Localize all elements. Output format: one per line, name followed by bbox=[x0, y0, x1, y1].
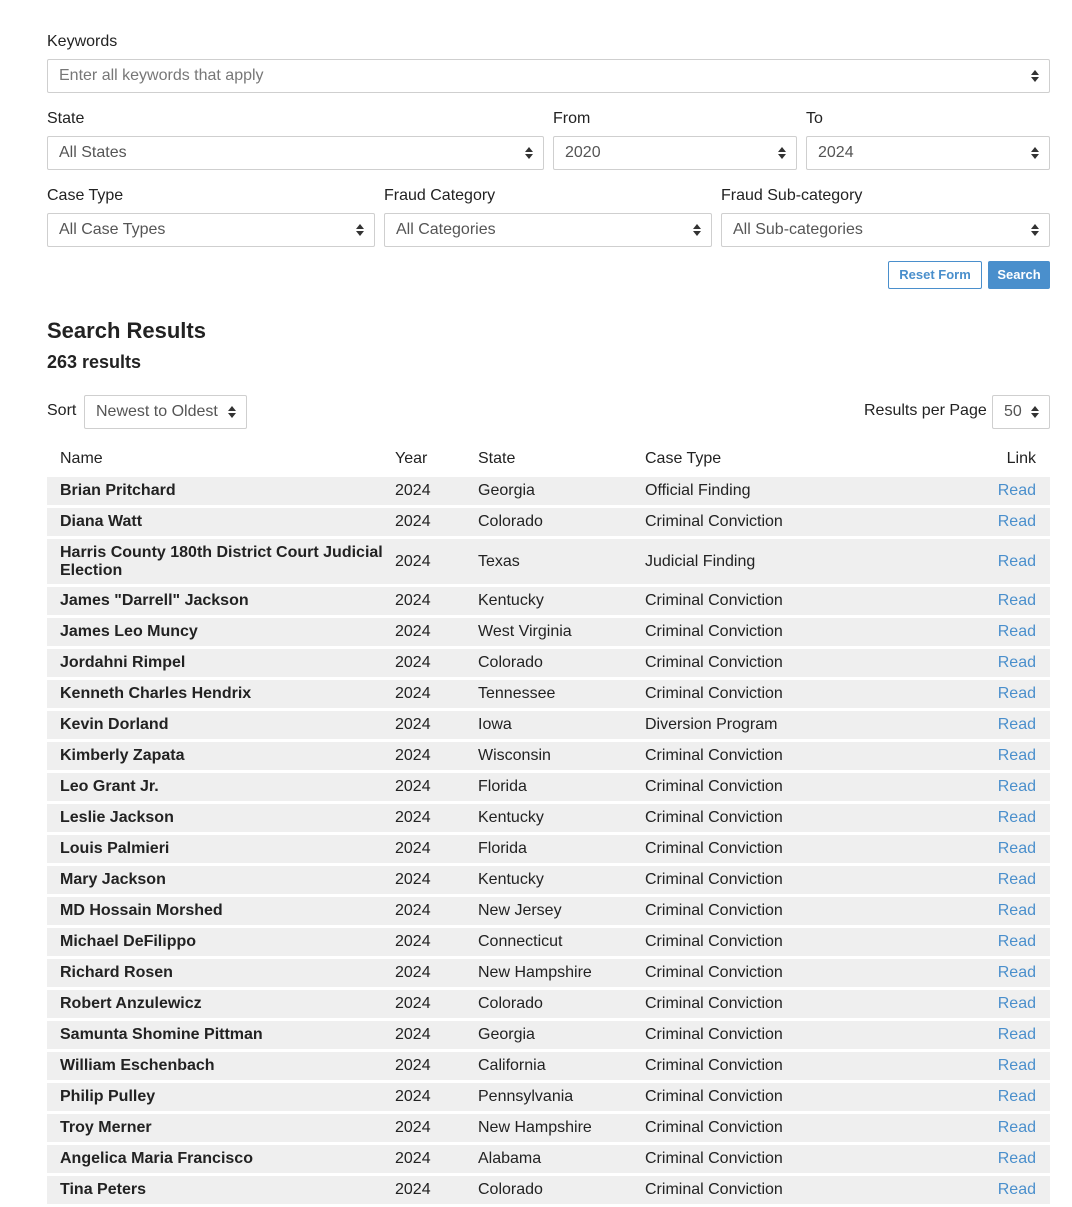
table-row bbox=[47, 897, 1050, 925]
row-name: Richard Rosen bbox=[47, 959, 395, 987]
row-case-type: Criminal Conviction bbox=[645, 835, 945, 863]
row-name: Leo Grant Jr. bbox=[47, 773, 395, 801]
results-count: 263 results bbox=[47, 352, 142, 372]
row-case-type: Criminal Conviction bbox=[645, 866, 945, 894]
per-page-label: Results per Page bbox=[864, 402, 987, 419]
read-link[interactable]: Read bbox=[945, 539, 1050, 584]
row-year: 2024 bbox=[395, 835, 478, 863]
row-case-type: Criminal Conviction bbox=[645, 587, 945, 615]
search-button[interactable]: Search bbox=[988, 261, 1050, 289]
row-name: Mary Jackson bbox=[47, 866, 395, 894]
row-name: Tina Peters bbox=[47, 1176, 395, 1204]
per-page-select-value: 50 bbox=[1004, 403, 1022, 420]
state-select[interactable] bbox=[47, 136, 544, 170]
results-heading: Search Results bbox=[47, 318, 206, 343]
row-state: Kentucky bbox=[478, 587, 645, 615]
column-header-link: Link bbox=[1006, 450, 1036, 467]
row-year: 2024 bbox=[395, 711, 478, 739]
row-state: Kentucky bbox=[478, 804, 645, 832]
table-row bbox=[47, 773, 1050, 801]
row-year: 2024 bbox=[395, 866, 478, 894]
read-link[interactable]: Read bbox=[945, 773, 1050, 801]
case-type-select-value: All Case Types bbox=[59, 221, 166, 238]
read-link[interactable]: Read bbox=[945, 959, 1050, 987]
read-link[interactable]: Read bbox=[945, 1114, 1050, 1142]
read-link[interactable]: Read bbox=[945, 1145, 1050, 1173]
sort-select-value: Newest to Oldest bbox=[96, 403, 218, 420]
read-link[interactable]: Read bbox=[945, 711, 1050, 739]
row-state: Tennessee bbox=[478, 680, 645, 708]
row-case-type: Official Finding bbox=[645, 477, 945, 505]
row-year: 2024 bbox=[395, 773, 478, 801]
row-year: 2024 bbox=[395, 618, 478, 646]
row-name: Troy Merner bbox=[47, 1114, 395, 1142]
row-state: Kentucky bbox=[478, 866, 645, 894]
read-link[interactable]: Read bbox=[945, 990, 1050, 1018]
row-name: Kenneth Charles Hendrix bbox=[47, 680, 395, 708]
row-case-type: Criminal Conviction bbox=[645, 1176, 945, 1204]
row-state: Georgia bbox=[478, 1021, 645, 1049]
row-state: Georgia bbox=[478, 477, 645, 505]
fraud-category-select[interactable] bbox=[384, 213, 712, 247]
read-link[interactable]: Read bbox=[945, 1021, 1050, 1049]
table-row bbox=[47, 649, 1050, 677]
row-case-type: Criminal Conviction bbox=[645, 508, 945, 536]
row-year: 2024 bbox=[395, 1083, 478, 1111]
fraud-subcategory-select-value: All Sub-categories bbox=[733, 221, 863, 238]
row-state: Alabama bbox=[478, 1145, 645, 1173]
row-name: Angelica Maria Francisco bbox=[47, 1145, 395, 1173]
row-year: 2024 bbox=[395, 1021, 478, 1049]
keywords-label: Keywords bbox=[47, 33, 118, 50]
read-link[interactable]: Read bbox=[945, 587, 1050, 615]
case-type-label: Case Type bbox=[47, 187, 124, 204]
row-state: Texas bbox=[478, 539, 645, 584]
row-case-type: Criminal Conviction bbox=[645, 742, 945, 770]
row-year: 2024 bbox=[395, 649, 478, 677]
row-case-type: Judicial Finding bbox=[645, 539, 945, 584]
row-case-type: Criminal Conviction bbox=[645, 804, 945, 832]
sort-arrows-icon bbox=[1031, 214, 1039, 246]
row-case-type: Criminal Conviction bbox=[645, 680, 945, 708]
row-year: 2024 bbox=[395, 742, 478, 770]
table-row bbox=[47, 990, 1050, 1018]
row-name: MD Hossain Morshed bbox=[47, 897, 395, 925]
sort-arrows-icon bbox=[1031, 60, 1039, 92]
row-case-type: Criminal Conviction bbox=[645, 897, 945, 925]
table-row bbox=[47, 866, 1050, 894]
table-header-row bbox=[47, 444, 1050, 474]
row-case-type: Criminal Conviction bbox=[645, 990, 945, 1018]
row-state: California bbox=[478, 1052, 645, 1080]
keywords-placeholder: Enter all keywords that apply bbox=[59, 67, 264, 84]
row-year: 2024 bbox=[395, 477, 478, 505]
to-select-value: 2024 bbox=[818, 144, 854, 161]
row-year: 2024 bbox=[395, 587, 478, 615]
read-link[interactable]: Read bbox=[945, 508, 1050, 536]
from-label: From bbox=[553, 110, 591, 127]
state-select-value: All States bbox=[59, 144, 127, 161]
row-case-type: Criminal Conviction bbox=[645, 959, 945, 987]
table-row bbox=[47, 508, 1050, 536]
row-case-type: Criminal Conviction bbox=[645, 618, 945, 646]
row-case-type: Criminal Conviction bbox=[645, 1021, 945, 1049]
read-link[interactable]: Read bbox=[945, 477, 1050, 505]
table-row bbox=[47, 1145, 1050, 1173]
read-link[interactable]: Read bbox=[945, 649, 1050, 677]
sort-arrows-icon bbox=[1031, 137, 1039, 169]
row-case-type: Criminal Conviction bbox=[645, 1114, 945, 1142]
sort-arrows-icon bbox=[778, 137, 786, 169]
sort-arrows-icon bbox=[525, 137, 533, 169]
row-state: Colorado bbox=[478, 649, 645, 677]
row-name: Samunta Shomine Pittman bbox=[47, 1021, 395, 1049]
row-year: 2024 bbox=[395, 508, 478, 536]
table-row bbox=[47, 928, 1050, 956]
row-name: William Eschenbach bbox=[47, 1052, 395, 1080]
row-name: James "Darrell" Jackson bbox=[47, 587, 395, 615]
table-row bbox=[47, 959, 1050, 987]
table-row bbox=[47, 1021, 1050, 1049]
sort-arrows-icon bbox=[693, 214, 701, 246]
row-state: New Hampshire bbox=[478, 1114, 645, 1142]
read-link[interactable]: Read bbox=[945, 680, 1050, 708]
results-table bbox=[47, 441, 1050, 1207]
column-header-case-type[interactable]: Case Type bbox=[645, 450, 722, 467]
row-name: Robert Anzulewicz bbox=[47, 990, 395, 1018]
keywords-input[interactable] bbox=[47, 59, 1050, 93]
table-row bbox=[47, 742, 1050, 770]
row-year: 2024 bbox=[395, 680, 478, 708]
table-row bbox=[47, 1052, 1050, 1080]
fraud-subcategory-select[interactable] bbox=[721, 213, 1050, 247]
read-link[interactable]: Read bbox=[945, 866, 1050, 894]
row-year: 2024 bbox=[395, 1114, 478, 1142]
table-row bbox=[47, 680, 1050, 708]
read-link[interactable]: Read bbox=[945, 1083, 1050, 1111]
row-name: Kimberly Zapata bbox=[47, 742, 395, 770]
row-case-type: Criminal Conviction bbox=[645, 928, 945, 956]
row-year: 2024 bbox=[395, 1052, 478, 1080]
sort-select[interactable] bbox=[84, 395, 247, 429]
row-name: Brian Pritchard bbox=[47, 477, 395, 505]
per-page-select[interactable] bbox=[992, 395, 1050, 429]
row-year: 2024 bbox=[395, 959, 478, 987]
read-link[interactable]: Read bbox=[945, 1052, 1050, 1080]
row-case-type: Criminal Conviction bbox=[645, 1145, 945, 1173]
fraud-category-select-value: All Categories bbox=[396, 221, 496, 238]
row-state: Colorado bbox=[478, 990, 645, 1018]
fraud-category-label: Fraud Category bbox=[384, 187, 496, 204]
table-row bbox=[47, 1083, 1050, 1111]
sort-label: Sort bbox=[47, 402, 77, 419]
row-state: West Virginia bbox=[478, 618, 645, 646]
row-year: 2024 bbox=[395, 1145, 478, 1173]
to-year-select[interactable] bbox=[806, 136, 1050, 170]
row-state: Pennsylvania bbox=[478, 1083, 645, 1111]
read-link[interactable]: Read bbox=[945, 618, 1050, 646]
from-select-value: 2020 bbox=[565, 144, 601, 161]
table-row bbox=[47, 477, 1050, 505]
read-link[interactable]: Read bbox=[945, 928, 1050, 956]
row-name: Kevin Dorland bbox=[47, 711, 395, 739]
row-state: Florida bbox=[478, 835, 645, 863]
row-name: Michael DeFilippo bbox=[47, 928, 395, 956]
from-year-select[interactable] bbox=[553, 136, 797, 170]
table-row bbox=[47, 618, 1050, 646]
read-link[interactable]: Read bbox=[945, 742, 1050, 770]
row-year: 2024 bbox=[395, 897, 478, 925]
reset-form-button[interactable]: Reset Form bbox=[888, 261, 982, 289]
case-type-select[interactable] bbox=[47, 213, 375, 247]
row-state: Connecticut bbox=[478, 928, 645, 956]
row-year: 2024 bbox=[395, 928, 478, 956]
column-header-year[interactable]: Year bbox=[395, 450, 428, 467]
row-state: Colorado bbox=[478, 508, 645, 536]
fraud-subcategory-label: Fraud Sub-category bbox=[721, 187, 863, 204]
row-case-type: Criminal Conviction bbox=[645, 649, 945, 677]
row-year: 2024 bbox=[395, 1176, 478, 1204]
column-header-state[interactable]: State bbox=[478, 450, 516, 467]
sort-arrows-icon bbox=[1031, 396, 1039, 428]
row-case-type: Diversion Program bbox=[645, 711, 945, 739]
sort-arrows-icon bbox=[356, 214, 364, 246]
row-name: Harris County 180th District Court Judicial Election bbox=[47, 539, 395, 584]
read-link[interactable]: Read bbox=[945, 835, 1050, 863]
table-row bbox=[47, 711, 1050, 739]
row-name: Philip Pulley bbox=[47, 1083, 395, 1111]
read-link[interactable]: Read bbox=[945, 1176, 1050, 1204]
table-row bbox=[47, 804, 1050, 832]
row-state: Florida bbox=[478, 773, 645, 801]
row-name: James Leo Muncy bbox=[47, 618, 395, 646]
row-state: New Jersey bbox=[478, 897, 645, 925]
read-link[interactable]: Read bbox=[945, 897, 1050, 925]
column-header-name[interactable]: Name bbox=[60, 450, 103, 467]
table-row bbox=[47, 1114, 1050, 1142]
row-year: 2024 bbox=[395, 539, 478, 584]
to-label: To bbox=[806, 110, 823, 127]
read-link[interactable]: Read bbox=[945, 804, 1050, 832]
sort-arrows-icon bbox=[228, 396, 236, 428]
row-name: Louis Palmieri bbox=[47, 835, 395, 863]
table-row bbox=[47, 539, 1050, 584]
state-label: State bbox=[47, 110, 85, 127]
row-year: 2024 bbox=[395, 804, 478, 832]
row-name: Jordahni Rimpel bbox=[47, 649, 395, 677]
row-name: Diana Watt bbox=[47, 508, 395, 536]
table-row bbox=[47, 835, 1050, 863]
row-case-type: Criminal Conviction bbox=[645, 1052, 945, 1080]
row-name: Leslie Jackson bbox=[47, 804, 395, 832]
table-row bbox=[47, 587, 1050, 615]
row-state: Iowa bbox=[478, 711, 645, 739]
row-state: Wisconsin bbox=[478, 742, 645, 770]
row-case-type: Criminal Conviction bbox=[645, 1083, 945, 1111]
row-case-type: Criminal Conviction bbox=[645, 773, 945, 801]
row-state: Colorado bbox=[478, 1176, 645, 1204]
row-year: 2024 bbox=[395, 990, 478, 1018]
row-state: New Hampshire bbox=[478, 959, 645, 987]
